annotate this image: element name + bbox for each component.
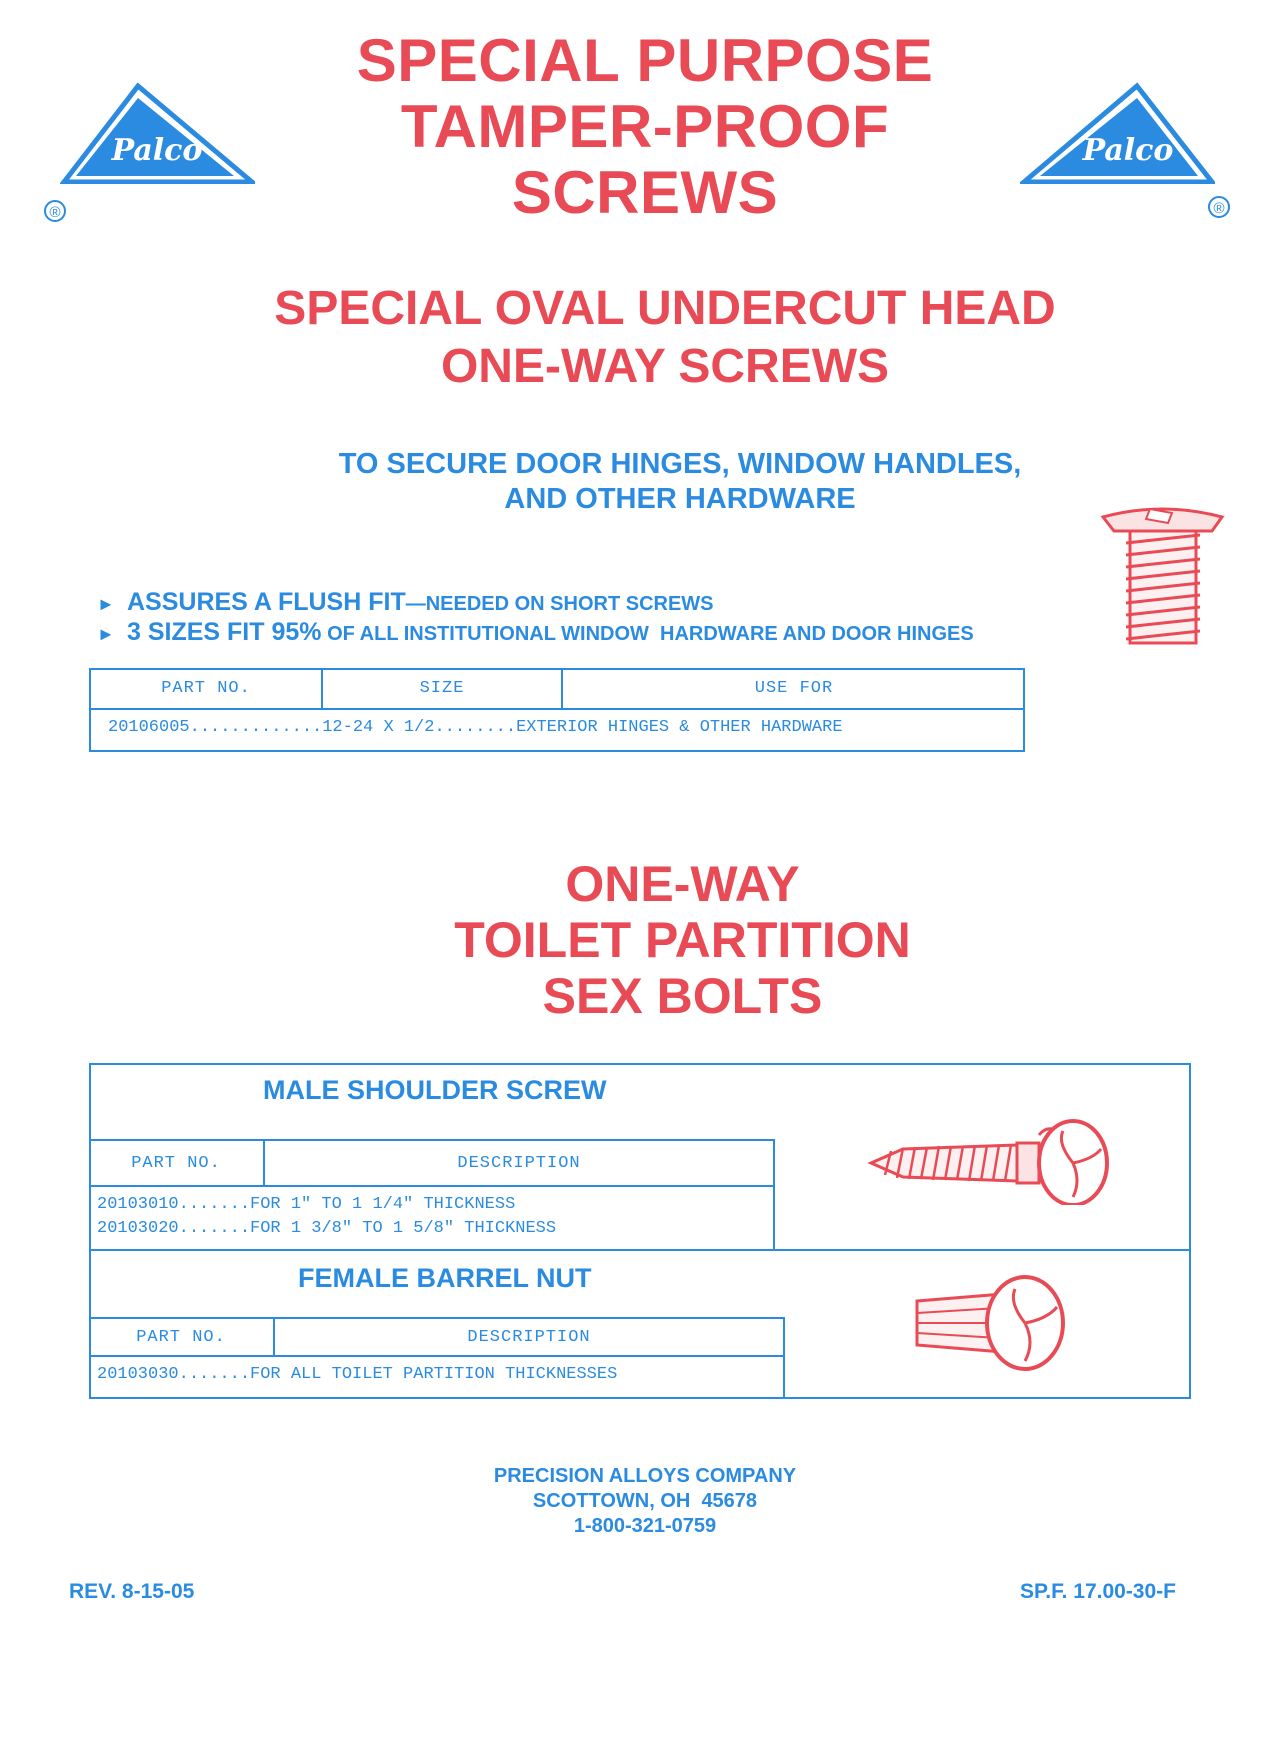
- list-item: [97, 588, 974, 618]
- female-section-title: FEMALE BARREL NUT: [298, 1263, 592, 1293]
- logo-text: Palco: [1082, 133, 1174, 168]
- bullet-main-text: 3 SIZES FIT 95%: [127, 618, 322, 646]
- subtitle-line: SPECIAL OVAL UNDERCUT HEAD: [274, 282, 1056, 335]
- parts-table-oval-screws: [89, 668, 1025, 752]
- sex-bolts-table: [89, 1063, 1191, 1399]
- company-info: [0, 1464, 1270, 1539]
- section-title-line: SEX BOLTS: [542, 968, 823, 1024]
- title-line: TAMPER-PROOF: [400, 93, 890, 160]
- column-header-size: SIZE: [419, 679, 465, 698]
- list-item: [97, 618, 974, 648]
- company-city: SCOTTOWN, OH 45678: [532, 1490, 758, 1512]
- table-row: 20103010.......FOR 1" TO 1 1/4" THICKNESS: [97, 1195, 516, 1214]
- purpose-text: [0, 447, 1270, 517]
- male-section-title: MALE SHOULDER SCREW: [263, 1075, 607, 1105]
- registered-mark-right: ®: [1208, 196, 1230, 218]
- screw-illustration: [1100, 503, 1225, 648]
- female-table-header: [89, 1317, 785, 1357]
- table-row: 20103030.......FOR ALL TOILET PARTITION THICKNESSES: [97, 1365, 618, 1384]
- table-row: 20106005.............12-24 X 1/2........EXTERIOR HINGES & OTHER HARDWARE: [108, 718, 843, 737]
- barrel-nut-illustration: [911, 1271, 1071, 1373]
- section-divider: [89, 1249, 1191, 1251]
- screw-icon: [1100, 503, 1225, 648]
- male-table-body: [89, 1187, 775, 1249]
- bullet-arrow-icon: ►: [97, 624, 115, 644]
- bullet-main-text: ASSURES A FLUSH FIT: [127, 588, 406, 616]
- feature-list: [97, 588, 974, 648]
- purpose-line: TO SECURE DOOR HINGES, WINDOW HANDLES,: [338, 448, 1022, 480]
- section-title-sex-bolts: [0, 856, 1270, 1024]
- company-phone: 1-800-321-0759: [573, 1515, 717, 1537]
- page-title: [0, 28, 1270, 226]
- column-header-part-no: PART NO.: [131, 1153, 221, 1173]
- logo-text: Palco: [111, 133, 203, 168]
- table-row: 20103020.......FOR 1 3/8" TO 1 5/8" THICKNESS: [97, 1219, 557, 1238]
- section-title-line: ONE-WAY: [565, 856, 800, 912]
- subtitle-line: ONE-WAY SCREWS: [440, 340, 890, 393]
- section-title-line: TOILET PARTITION: [454, 912, 911, 968]
- column-header-description: DESCRIPTION: [457, 1153, 581, 1173]
- shoulder-screw-illustration: [867, 1115, 1117, 1205]
- bullet-detail-text: —NEEDED ON SHORT SCREWS: [405, 593, 714, 615]
- column-header-description: DESCRIPTION: [467, 1327, 591, 1347]
- column-header-use-for: USE FOR: [754, 679, 834, 698]
- bullet-arrow-icon: ►: [97, 594, 115, 614]
- female-table-body: [89, 1357, 785, 1399]
- barrel-nut-icon: [911, 1271, 1071, 1373]
- registered-mark-left: ®: [44, 200, 66, 222]
- column-header-part-no: PART NO.: [136, 1327, 226, 1347]
- column-header-part-no: PART NO.: [161, 679, 251, 698]
- title-line: SCREWS: [511, 159, 779, 226]
- form-number: SP.F. 17.00-30-F: [1019, 1580, 1176, 1603]
- title-line: SPECIAL PURPOSE: [356, 27, 934, 94]
- revision-date: REV. 8-15-05: [69, 1580, 195, 1603]
- purpose-line: AND OTHER HARDWARE: [504, 483, 856, 515]
- company-name: PRECISION ALLOYS COMPANY: [493, 1465, 797, 1487]
- male-table-header: [89, 1139, 775, 1187]
- shoulder-screw-icon: [867, 1115, 1117, 1205]
- product-subtitle: [0, 280, 1270, 396]
- bullet-detail-text: OF ALL INSTITUTIONAL WINDOW HARDWARE AND DOOR HINGES: [321, 623, 974, 645]
